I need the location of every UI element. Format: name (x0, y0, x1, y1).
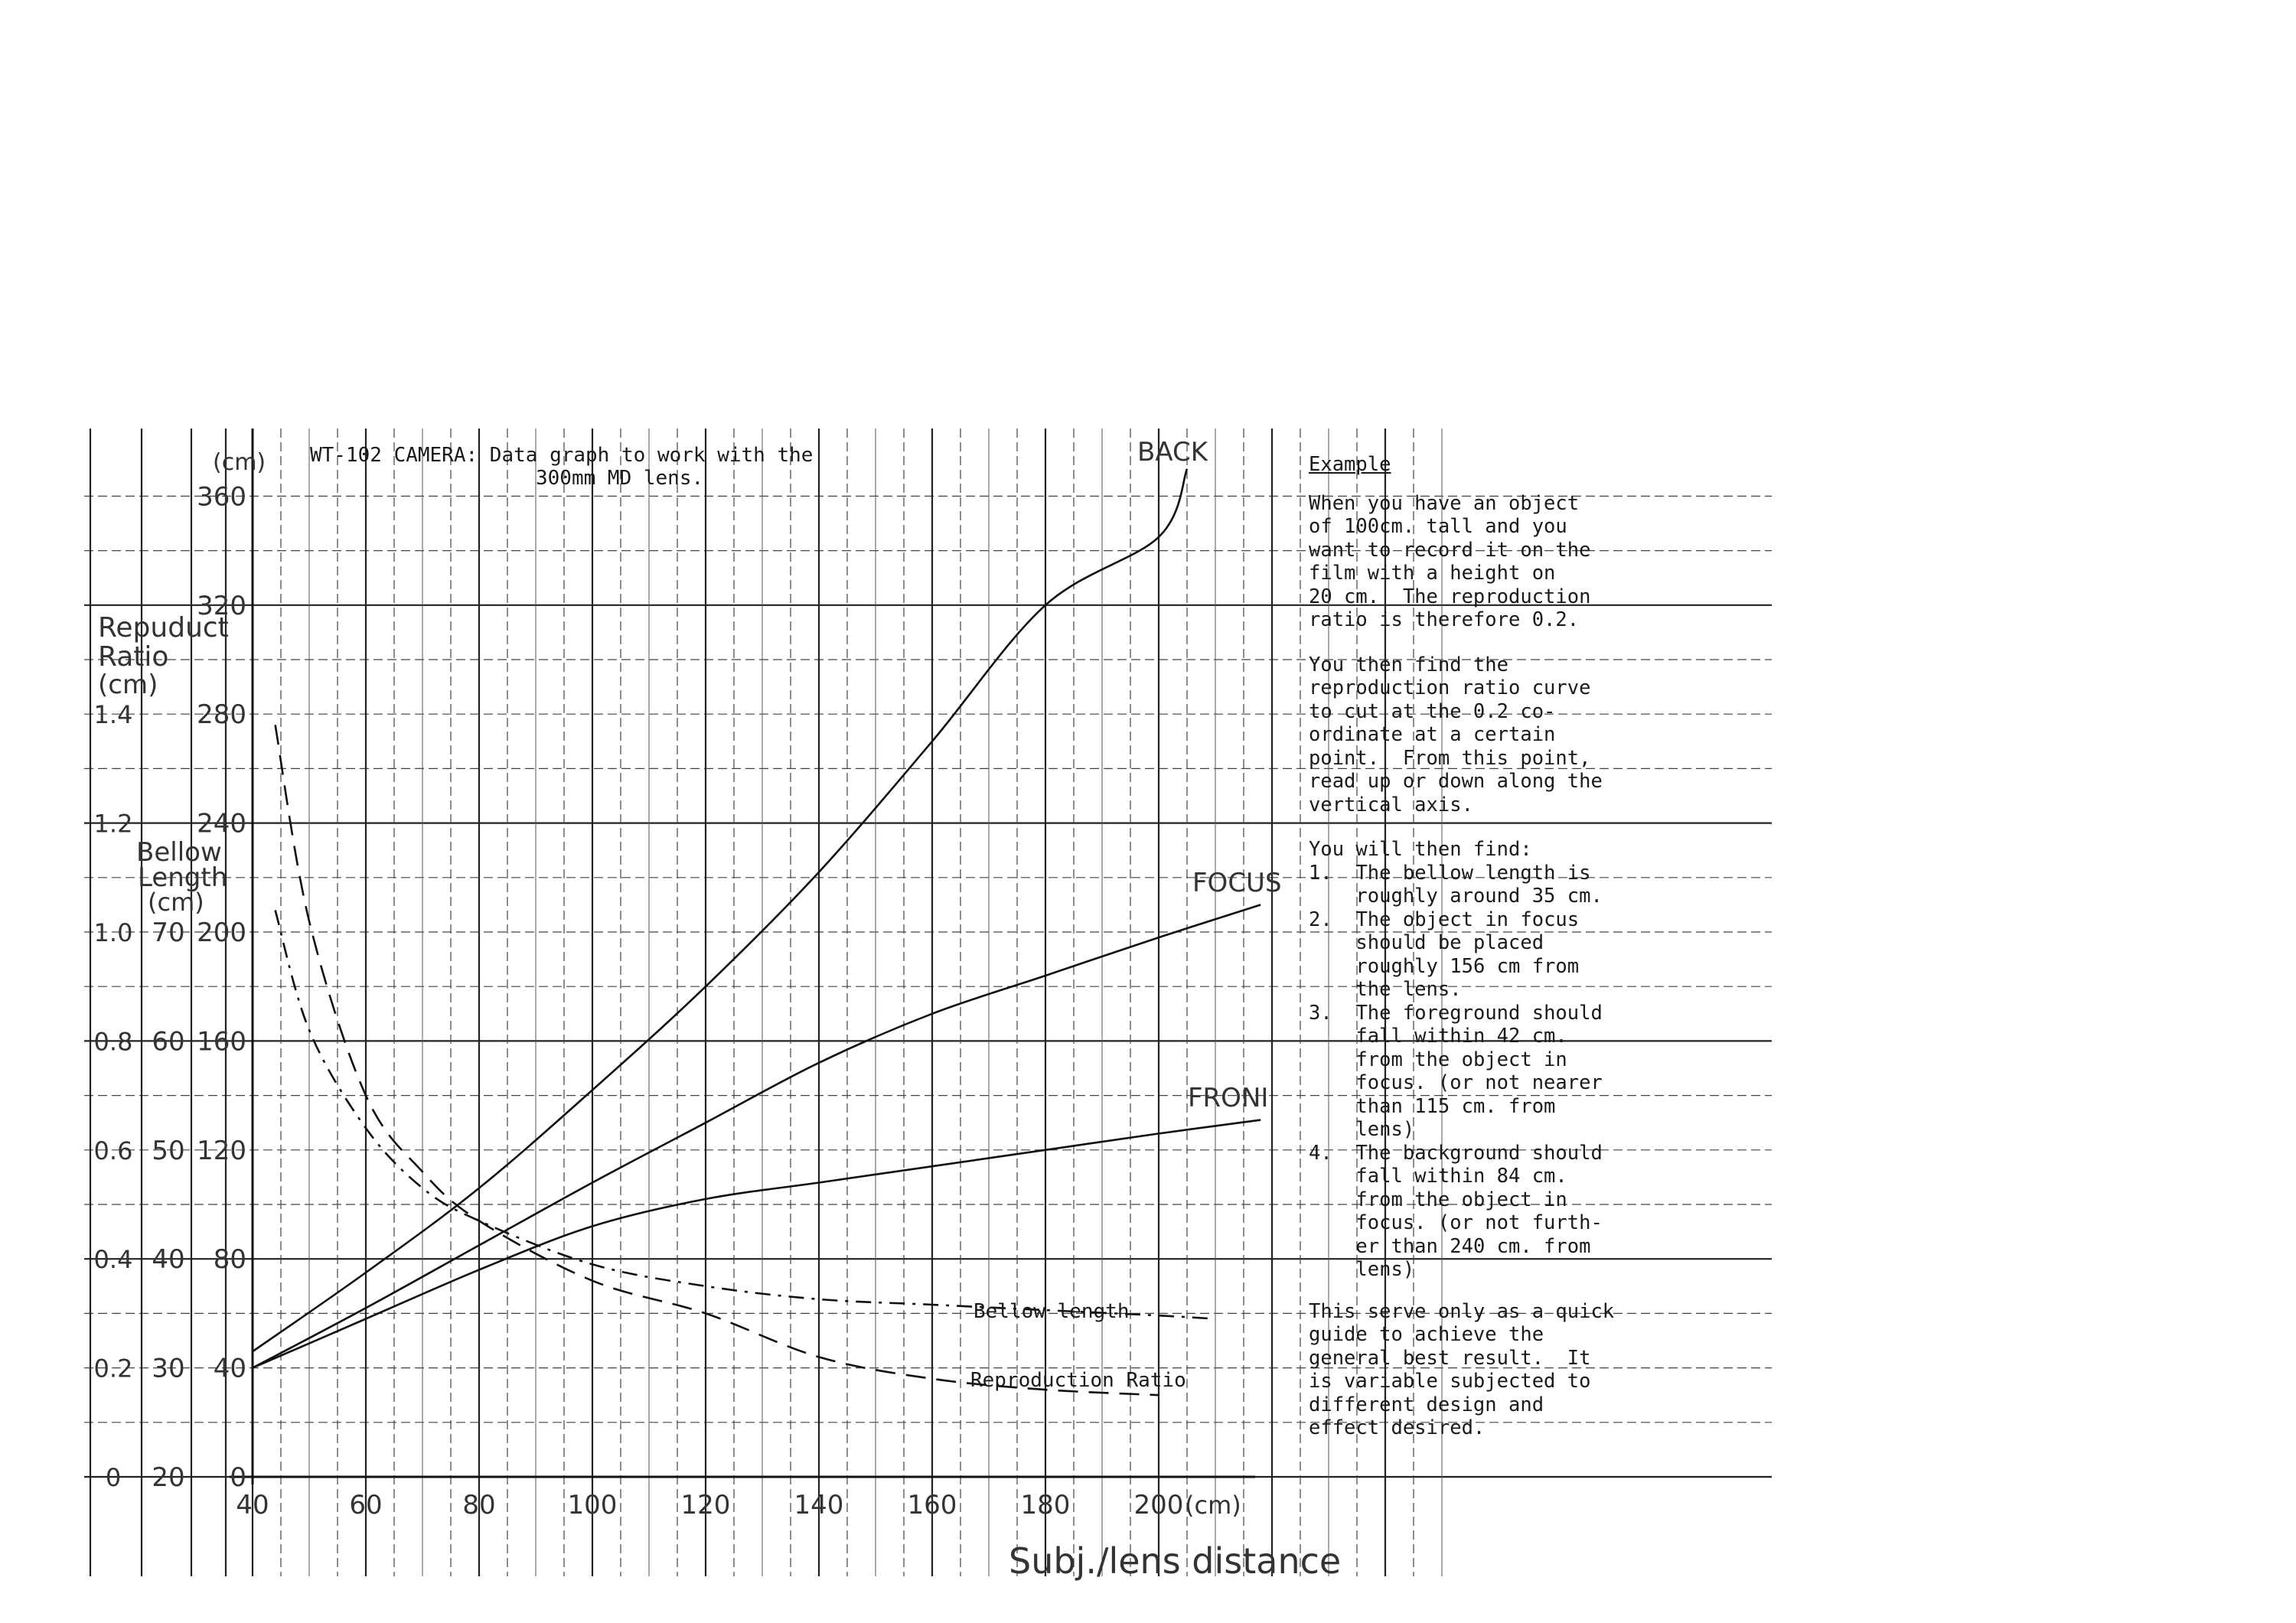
example-text: reproduction ratio curve (1309, 676, 1591, 699)
x-axis-title: Subj./lens distance (1009, 1540, 1342, 1582)
item-text: should be placed (1355, 931, 1544, 954)
tick-label-cm: 120 (197, 1135, 246, 1166)
label-reproduction-ratio: Reproduction Ratio (970, 1369, 1186, 1392)
tick-label-ratio: 0.4 (93, 1245, 133, 1275)
item-text: roughly around 35 cm. (1355, 885, 1603, 908)
item-text: lens) (1355, 1118, 1415, 1141)
example-heading: Example (1309, 453, 1391, 476)
tick-label-bellow: 30 (152, 1353, 185, 1384)
item-text: lens) (1355, 1258, 1415, 1281)
item-text: The bellow length is (1355, 861, 1591, 885)
example-text: vertical axis. (1309, 793, 1473, 816)
note-text: This serve only as a quick (1309, 1299, 1615, 1323)
example-text: point. From this point, (1309, 746, 1591, 770)
tick-label-x: 160 (907, 1490, 957, 1520)
ratio-axis-label-2: Ratio (98, 641, 169, 673)
note-text: general best result. It (1309, 1346, 1591, 1370)
bellow-axis-label-3: (cm) (148, 888, 204, 917)
tick-label-cm: 320 (197, 590, 246, 621)
tick-label-cm: 160 (197, 1026, 246, 1058)
item-text: fall within 84 cm. (1355, 1165, 1567, 1188)
tick-label-cm: 0 (230, 1462, 246, 1493)
example-text: When you have an object (1309, 491, 1580, 515)
item-text: fall within 42 cm. (1355, 1025, 1567, 1048)
example-text: to cut at the 0.2 co- (1309, 699, 1556, 723)
example-list (1309, 862, 1691, 1282)
tick-label-x: 60 (349, 1490, 383, 1520)
item-text: er than 240 cm. from (1355, 1234, 1591, 1258)
example-text: ratio is therefore 0.2. (1309, 608, 1580, 631)
chart-title-line2: 300mm MD lens. (536, 467, 704, 490)
example-panel (1309, 453, 1691, 1440)
tick-label-ratio: 1.0 (93, 918, 133, 947)
item-text: the lens. (1355, 978, 1462, 1001)
tick-label-x: 100 (567, 1490, 618, 1520)
tick-label-ratio: 1.4 (93, 700, 133, 730)
tick-label-cm: 80 (213, 1244, 246, 1276)
right-axis-unit: (cm) (213, 449, 266, 476)
tick-label-x: 40 (236, 1490, 269, 1520)
example-text: want to record it on the (1309, 538, 1591, 562)
tick-label-cm: 360 (197, 481, 246, 513)
tick-label-x: 140 (794, 1490, 844, 1520)
tick-label-cm: 280 (197, 699, 246, 731)
series-line-reproduction-ratio (276, 725, 1159, 1395)
tick-label-bellow: 20 (152, 1462, 185, 1493)
ratio-axis-label-3: (cm) (98, 670, 158, 700)
tick-label-x: 80 (462, 1490, 496, 1520)
label-bellow-length: Bellow length (974, 1300, 1130, 1323)
tick-label-cm: 40 (213, 1353, 246, 1384)
label-back: BACK (1137, 437, 1208, 468)
tick-label-bellow: 70 (152, 917, 185, 948)
item-number: 4. (1309, 1141, 1332, 1165)
tick-label-ratio: 0 (105, 1463, 122, 1492)
bellow-axis-label-1: Bellow (136, 837, 222, 868)
tick-label-cm: 240 (197, 808, 246, 839)
example-intro: You will then find: (1309, 838, 1532, 861)
bellow-axis-label-2: Length (138, 862, 228, 893)
tick-label-x: 180 (1020, 1490, 1071, 1520)
series-line-focus (253, 904, 1261, 1367)
item-text: The background should (1355, 1141, 1603, 1165)
item-text: than 115 cm. from (1355, 1094, 1556, 1118)
item-number: 3. (1309, 1001, 1332, 1025)
example-text: You then find the (1309, 653, 1508, 676)
item-text: focus. (or not furth- (1355, 1211, 1603, 1234)
tick-label-ratio: 0.6 (93, 1136, 133, 1165)
item-text: from the object in (1355, 1188, 1567, 1211)
item-number: 1. (1309, 861, 1332, 885)
note-text: is variable subjected to (1309, 1370, 1591, 1393)
label-front: FRONI (1188, 1083, 1269, 1113)
item-text: roughly 156 cm from (1355, 954, 1580, 978)
note-text: different design and (1309, 1393, 1544, 1416)
example-text: 20 cm. The reproduction (1309, 585, 1591, 608)
item-number: 2. (1309, 908, 1332, 931)
note-text: effect desired. (1309, 1416, 1486, 1439)
example-text: of 100cm. tall and you (1309, 515, 1567, 538)
tick-label-bellow: 40 (152, 1244, 185, 1276)
label-focus: FOCUS (1192, 868, 1282, 898)
tick-label-ratio: 1.2 (93, 809, 133, 839)
tick-label-x: 120 (680, 1490, 731, 1520)
example-text: ordinate at a certain (1309, 723, 1556, 746)
item-text: focus. (or not nearer (1355, 1071, 1603, 1094)
ratio-axis-label-1: Repuduct (98, 612, 229, 644)
tick-label-x: 200 (1133, 1490, 1184, 1520)
example-text: film with a height on (1309, 562, 1556, 585)
item-text: from the object in (1355, 1048, 1567, 1071)
chart-title-line1: WT-102 CAMERA: Data graph to work with the (310, 444, 814, 467)
item-text: The object in focus (1355, 908, 1580, 931)
tick-label-ratio: 0.2 (93, 1354, 133, 1383)
tick-label-bellow: 50 (152, 1135, 185, 1166)
item-text: The foreground should (1355, 1001, 1603, 1025)
tick-label-bellow: 60 (152, 1026, 185, 1058)
tick-label-cm: 200 (197, 917, 246, 948)
note-text: guide to achieve the (1309, 1323, 1544, 1346)
example-text: read up or down along the (1309, 770, 1603, 793)
tick-label-ratio: 0.8 (93, 1027, 133, 1057)
series-line-back (253, 469, 1187, 1351)
x-unit-label: (cm) (1185, 1491, 1241, 1520)
series-line-bellow-length (276, 911, 1215, 1319)
